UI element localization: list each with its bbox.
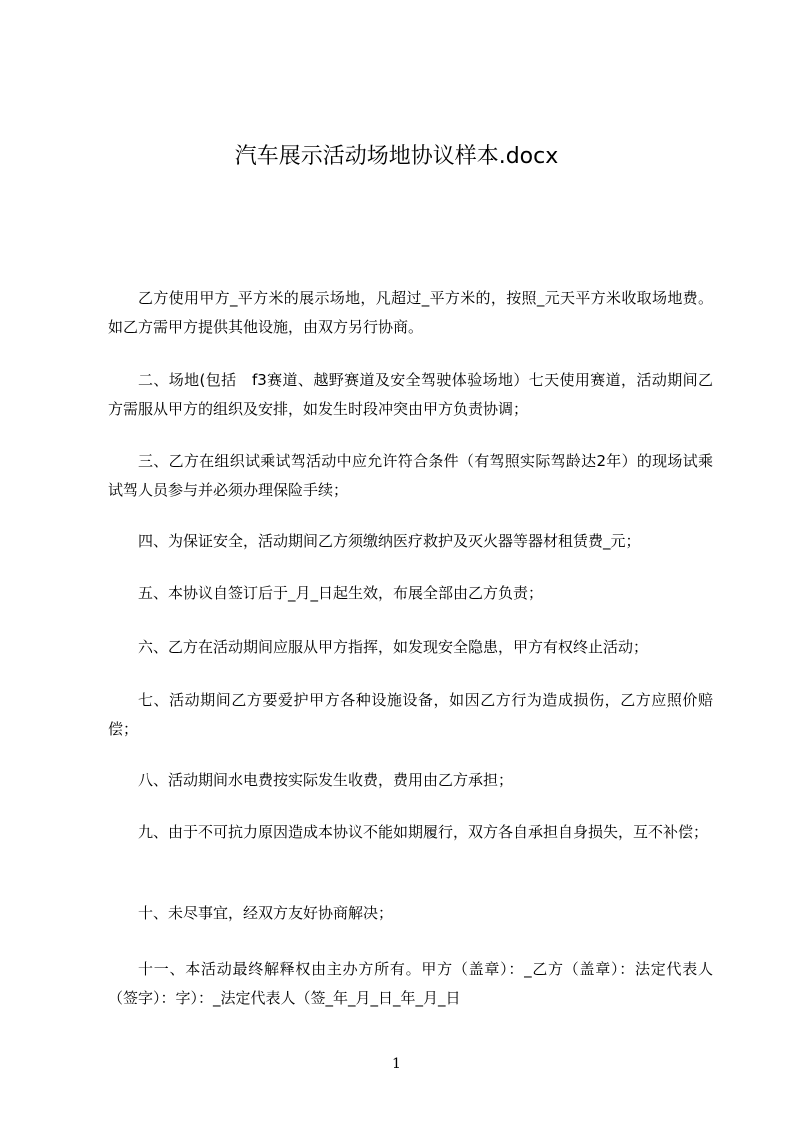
paragraph-clause-9: 九、由于不可抗力原因造成本协议不能如期履行，双方各自承担自身损失，互不补偿； bbox=[138, 823, 709, 841]
paragraph-clause-11: 十一、本活动最终解释权由主办方所有。甲方（盖章）：_乙方（盖章）：法定代表人（签字）：字）：_法定代表人（签_年_月_日_年_月_日 bbox=[108, 960, 713, 1007]
paragraph-clause-7: 七、活动期间乙方要爱护甲方各种设施设备，如因乙方行为造成损伤，乙方应照价赔偿； bbox=[108, 691, 713, 738]
paragraph-clause-10: 十、未尽事宜，经双方友好协商解决； bbox=[138, 904, 394, 922]
document-title: 汽车展示活动场地协议样本.docx bbox=[234, 144, 559, 169]
paragraph-clause-6: 六、乙方在活动期间应服从甲方指挥，如发现安全隐患，甲方有权终止活动； bbox=[138, 638, 649, 656]
paragraph-clause-8: 八、活动期间水电费按实际发生收费，费用由乙方承担； bbox=[138, 771, 514, 789]
paragraph-clause-5: 五、本协议自签订后于_月_日起生效，布展全部由乙方负责； bbox=[138, 584, 544, 602]
paragraph-clause-3: 三、乙方在组织试乘试驾活动中应允许符合条件（有驾照实际驾龄达2年）的现场试乘试驾人员参与并必须办理保险手续； bbox=[108, 452, 713, 499]
page-number: 1 bbox=[392, 1056, 401, 1072]
paragraph-clause-2: 二、场地(包括 f3赛道、越野赛道及安全驾驶体验场地）七天使用赛道，活动期间乙方需服从甲方的组织及安排，如发生时段冲突由甲方负责协调； bbox=[108, 371, 713, 418]
paragraph-venue-fee: 乙方使用甲方_平方米的展示场地，凡超过_平方米的，按照_元天平方米收取场地费。如乙方需甲方提供其他设施，由双方另行协商。 bbox=[108, 289, 713, 336]
paragraph-clause-4: 四、为保证安全，活动期间乙方须缴纳医疗救护及灭火器等器材租赁费_元； bbox=[138, 532, 641, 550]
